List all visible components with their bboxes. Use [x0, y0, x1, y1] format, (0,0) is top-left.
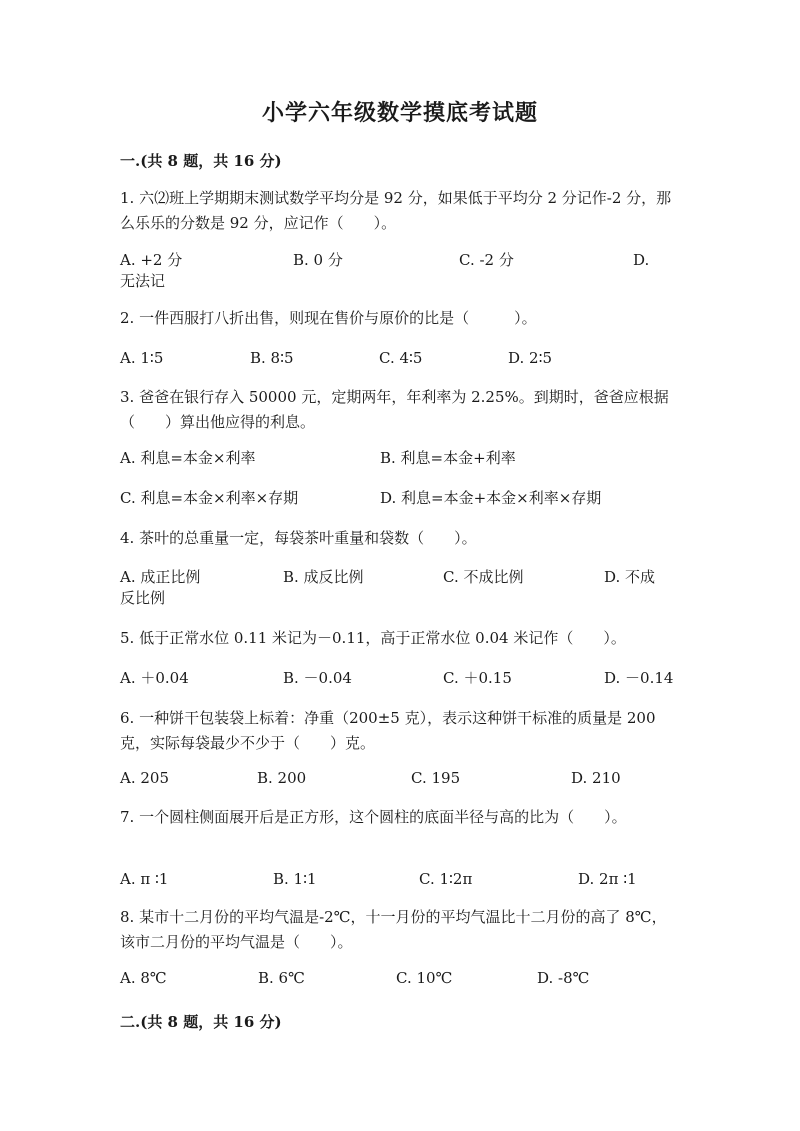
question-4-option-a[interactable]: A. 成正比例 — [120, 568, 201, 586]
question-2-option-a[interactable]: A. 1∶5 — [120, 349, 164, 367]
question-2-option-b[interactable]: B. 8∶5 — [250, 349, 294, 367]
question-6-option-c[interactable]: C. 195 — [411, 769, 461, 787]
question-1-stem: 1. 六⑵班上学期期末测试数学平均分是 92 分，如果低于平均分 2 分记作-2 分，那么乐乐的分数是 92 分，应记作（ ）。 — [120, 189, 672, 232]
question-5-option-c[interactable]: C. ＋0.15 — [443, 669, 512, 687]
question-7-option-d[interactable]: D. 2π ∶1 — [578, 870, 637, 888]
question-2-option-d[interactable]: D. 2∶5 — [508, 349, 553, 367]
question-8-option-d[interactable]: D. -8℃ — [537, 969, 590, 987]
question-6-option-a[interactable]: A. 205 — [120, 769, 169, 787]
question-4-option-d[interactable]: D. 不成反比例 — [120, 568, 656, 607]
question-5-option-b[interactable]: B. －0.04 — [283, 669, 352, 687]
question-1-option-c[interactable]: C. -2 分 — [459, 251, 514, 269]
question-7-option-c[interactable]: C. 1∶2π — [419, 870, 473, 888]
question-5-option-d[interactable]: D. －0.14 — [604, 669, 674, 687]
question-2-option-c[interactable]: C. 4∶5 — [379, 349, 423, 367]
question-3-option-b[interactable]: B. 利息=本金+利率 — [380, 449, 516, 467]
question-3-option-c[interactable]: C. 利息=本金×利率×存期 — [120, 489, 299, 507]
question-7-stem: 7. 一个圆柱侧面展开后是正方形，这个圆柱的底面半径与高的比为（ ）。 — [120, 808, 627, 826]
question-3-stem: 3. 爸爸在银行存入 50000 元，定期两年，年利率为 2.25%。到期时，爸爸应根据（ ）算出他应得的利息。 — [120, 388, 669, 431]
question-7-option-a[interactable]: A. π ∶1 — [120, 870, 169, 888]
section-heading-1: 一.(共 8 题，共 16 分) — [120, 152, 282, 170]
section-heading-2: 二.(共 8 题，共 16 分) — [120, 1013, 282, 1031]
exam-title: 小学六年级数学摸底考试题 — [261, 100, 538, 126]
question-8-option-a[interactable]: A. 8℃ — [120, 969, 167, 987]
question-1-option-b[interactable]: B. 0 分 — [293, 251, 343, 269]
question-1-option-d[interactable]: D. 无法记 — [120, 251, 650, 290]
question-6-option-b[interactable]: B. 200 — [257, 769, 307, 787]
question-4-option-c[interactable]: C. 不成比例 — [443, 568, 524, 586]
question-4-option-b[interactable]: B. 成反比例 — [283, 568, 364, 586]
question-7-option-b[interactable]: B. 1∶1 — [273, 870, 317, 888]
question-8-option-b[interactable]: B. 6℃ — [258, 969, 305, 987]
question-3-option-a[interactable]: A. 利息=本金×利率 — [120, 449, 256, 467]
question-3-option-d[interactable]: D. 利息=本金+本金×利率×存期 — [380, 489, 602, 507]
question-4-stem: 4. 茶叶的总重量一定，每袋茶叶重量和袋数（ ）。 — [120, 529, 477, 547]
question-8-option-c[interactable]: C. 10℃ — [396, 969, 453, 987]
question-5-stem: 5. 低于正常水位 0.11 米记为－0.11，高于正常水位 0.04 米记作（ ）。 — [120, 629, 626, 647]
question-6-stem: 6. 一种饼干包装袋上标着：净重（200±5 克），表示这种饼干标准的质量是 200 克，实际每袋最少不少于（ ）克。 — [120, 709, 656, 752]
question-2-stem: 2. 一件西服打八折出售，则现在售价与原价的比是（ ）。 — [120, 309, 537, 327]
question-5-option-a[interactable]: A. ＋0.04 — [120, 669, 189, 687]
question-8-stem: 8. 某市十二月份的平均气温是-2℃，十一月份的平均气温比十二月份的高了 8℃，该市二月份的平均气温是（ ）。 — [120, 908, 667, 951]
question-1-option-a[interactable]: A. +2 分 — [120, 251, 183, 269]
question-6-option-d[interactable]: D. 210 — [571, 769, 621, 787]
